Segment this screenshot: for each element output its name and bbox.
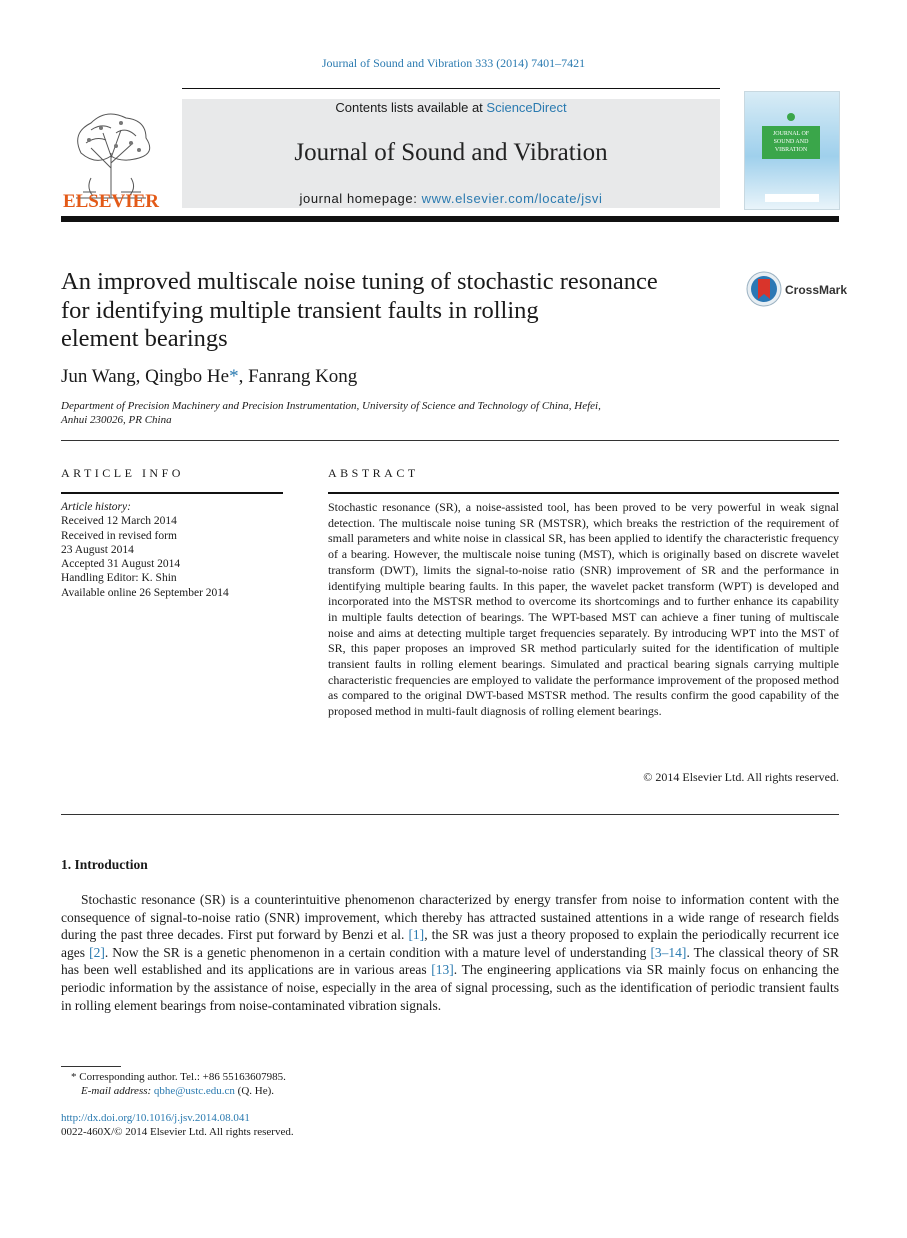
affiliation-line-2: Anhui 230026, PR China [61,414,172,426]
cover-footer-strip [765,194,819,202]
abstract-heading: ABSTRACT [328,466,419,480]
journal-title: Journal of Sound and Vibration [294,139,608,166]
history-revised: Received in revised form [61,529,177,542]
journal-citation[interactable]: Journal of Sound and Vibration 333 (2014) 7401–7421 [321,56,586,70]
history-label: Article history: [61,501,131,513]
history-received: Received 12 March 2014 [61,515,177,528]
corresponding-author-marker[interactable]: * [229,366,239,387]
article-title [61,268,741,354]
sciencedirect-link[interactable]: ScienceDirect [486,100,567,115]
corresponding-author-footnote: * Corresponding author. Tel.: +86 55163607985. [71,1071,286,1083]
title-line-2: for identifying multiple transient faults in rolling [61,296,539,324]
header-divider [61,440,839,441]
publisher-logo-text: ELSEVIER [62,191,160,212]
author-kong: , Fanrang Kong [238,366,358,387]
abstract-copyright: © 2014 Elsevier Ltd. All rights reserved. [643,770,839,784]
article-info-heading: ARTICLE INFO [61,466,184,480]
history-revised-date: 23 August 2014 [61,543,134,556]
masthead-bottom-rule [61,216,839,222]
intro-text-2: , the SR was just a theory proposed to explain the periodically recurrent ice ages [61,927,839,960]
reference-link-3-14[interactable]: [3–14] [650,944,687,960]
history-online: Available online 26 September 2014 [61,586,229,599]
footnote-rule [61,1066,121,1067]
reference-link-13[interactable]: [13] [431,962,454,978]
journal-cover-thumbnail [744,91,840,210]
homepage-line [182,191,720,206]
cover-title-text: JOURNAL OF SOUND AND VIBRATION [772,131,810,153]
abstract-divider [61,814,839,815]
author-list [61,366,357,388]
reference-link-1[interactable]: [1] [408,927,425,943]
homepage-prefix: journal homepage: [299,191,422,206]
email-label: E-mail address: [81,1085,154,1097]
masthead-top-rule [182,88,720,89]
author-he: Qingbo He [145,366,230,387]
cover-emblem-icon [786,112,796,122]
abstract-text: Stochastic resonance (SR), a noise-assisted tool, has been proved to be very powerful in weak signal detection. The multiscale noise tuning SR (MSTSR), which breaks the restriction of the requirement of small parameters and white noise in classical SR, has been applied to identify the characteristic frequency of a bearing. However, the multiscale noise tuning (MST), which is originally based on discrete wavelet transform (DWT), limits the signal-to-noise ratio (SNR) improvement of SR and the performance in identifying multiple bearing faults. In this paper, the wavelet packet transform (WPT) is developed and incorporated into the MSTSR method to overcome its shortcomings and to further enhance its capability in multiple faults detection of bearings. The WPT-based MST can achieve a finer tuning of multiscale noise and aims at detecting multiple target frequencies separately. By introducing WPT into the MST of SR, this paper proposes an improved SR method particularly suited for the identification of multiple transient faults in rolling element bearings. Simulated and practical bearing signals carrying multiple characteristic frequencies are employed to validate the performance improvement of the proposed method as compared to the original DWT-based MSTSR method. The results confirm the good capability of the proposed method in multi-fault diagnosis of rolling element bearings. [328,500,839,719]
intro-text-5: . The engineering applications via SR mainly focus on enhancing the periodic information by the assistance of noise, especially in the area of signal processing, such as the identification of periodic transient faults in rolling element bearings from noise-contaminated vibration signals. [61,962,839,1013]
email-footnote [61,1084,274,1098]
history-accepted: Accepted 31 August 2014 [61,558,181,571]
issn-copyright: 0022-460X/© 2014 Elsevier Ltd. All rights reserved. [61,1126,294,1138]
contents-prefix: Contents lists available at [335,100,487,115]
section-heading-introduction: 1. Introduction [61,857,148,872]
crossmark-label[interactable]: CrossMark [785,283,848,297]
author-wang: Jun Wang, [61,366,146,387]
homepage-link[interactable]: www.elsevier.com/locate/jsvi [421,191,603,206]
affiliation-line-1: Department of Precision Machinery and Precision Instrumentation, University of Science and Technology of China, Hefei, [61,400,601,412]
crossmark-icon[interactable] [746,271,782,307]
article-info-rule [61,492,283,494]
email-suffix: (Q. He). [234,1085,275,1097]
abstract-rule [328,492,839,494]
intro-text-1: Stochastic resonance (SR) is a counterintuitive phenomenon characterized by energy transfer from noise to information content with the consequence of signal-to-noise ratio (SNR) improvement, which thereby has attracted sustained attentions in a wide range of research fields during the past three decades. First put forward by Benzi et al. [61,892,839,943]
contents-line [182,100,720,115]
article-history [61,500,281,600]
intro-text-4: . The classical theory of SR has been well established and its applications are in various areas [61,944,839,978]
email-link[interactable]: qbhe@ustc.edu.cn [153,1085,235,1097]
intro-text-3: . Now the SR is a genetic phenomenon in a certain condition with a mature level of understanding [104,944,651,960]
affiliation [61,399,701,427]
history-editor: Handling Editor: K. Shin [61,572,177,585]
doi-link[interactable]: http://dx.doi.org/10.1016/j.jsv.2014.08.041 [61,1112,250,1124]
reference-link-2[interactable]: [2] [89,944,105,960]
title-line-1: An improved multiscale noise tuning of stochastic resonance [61,268,658,295]
introduction-paragraph [61,891,839,1014]
title-line-3: element bearings [61,325,228,352]
